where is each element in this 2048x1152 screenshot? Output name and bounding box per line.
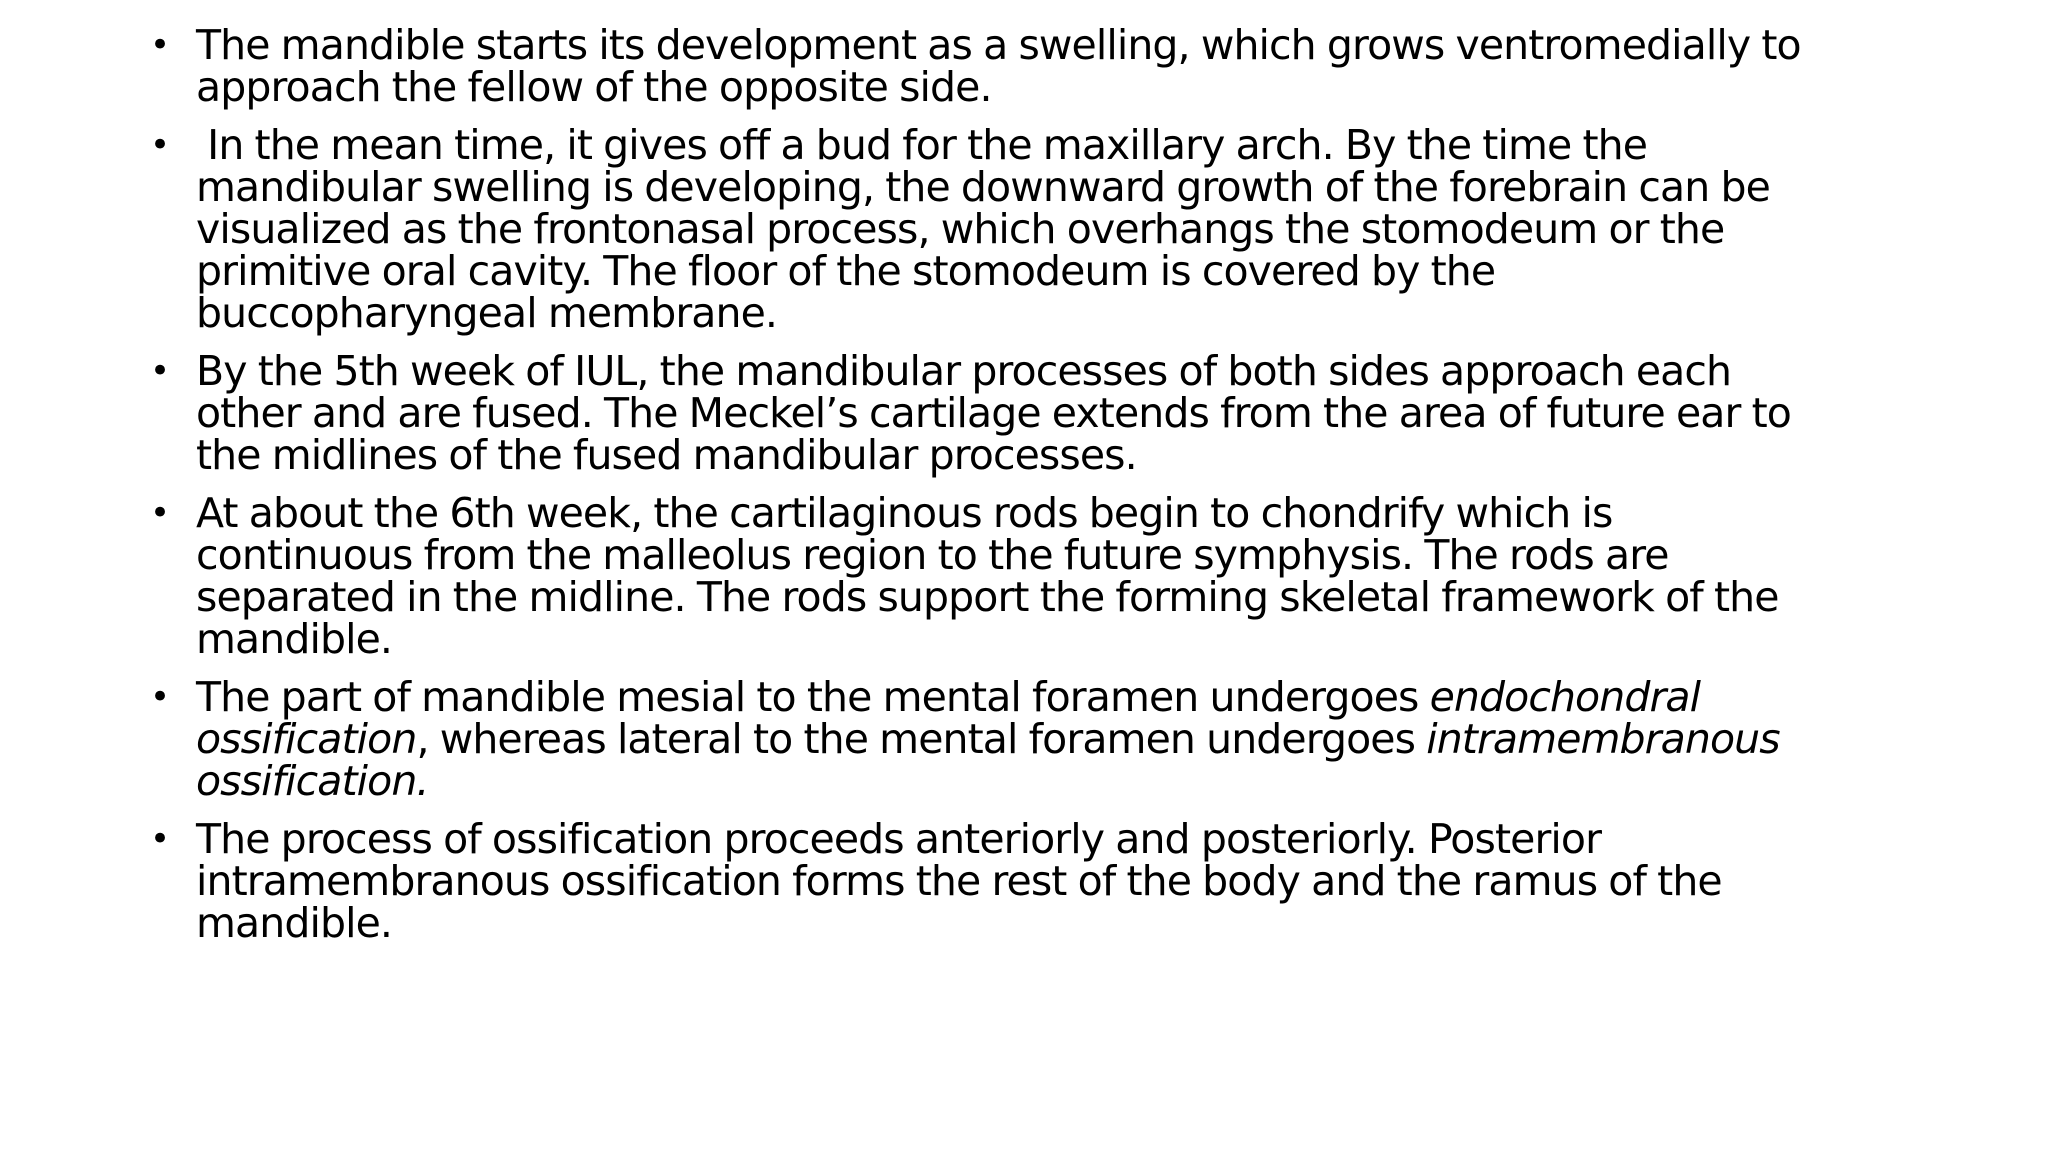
- bullet-item: [150, 673, 1910, 805]
- bullet-text-line: approach the fellow of the opposite side.: [196, 63, 992, 111]
- bullet-item: [150, 347, 1910, 479]
- bullet-text-segment: , whereas lateral to the mental foramen undergoes: [416, 715, 1427, 763]
- bullet-text-line: buccopharyngeal membrane.: [196, 289, 778, 337]
- bullet-text-line: visualized as the frontonasal process, which overhangs the stomodeum or the: [196, 205, 1725, 253]
- bullet-item: [150, 121, 1910, 337]
- bullet-dot-icon: •: [150, 25, 170, 65]
- bullet-text-line: mandibular swelling is developing, the downward growth of the forebrain can be: [196, 163, 1770, 211]
- bullet-text-segment: The part of mandible mesial to the mental foramen undergoes: [196, 673, 1430, 721]
- bullet-text-line: the midlines of the fused mandibular processes.: [196, 431, 1137, 479]
- bullet-text-line: [196, 715, 1910, 763]
- bullet-text-line: separated in the midline. The rods support the forming skeletal framework of the: [196, 573, 1779, 621]
- bullet-text-line: mandible.: [196, 615, 393, 663]
- bullet-text-line: [196, 673, 1910, 721]
- bullet-dot-icon: •: [150, 493, 170, 533]
- bullet-list: [150, 21, 1910, 960]
- bullet-dot-icon: •: [150, 677, 170, 717]
- bullet-text-line: At about the 6th week, the cartilaginous rods begin to chondrify which is: [196, 489, 1613, 537]
- bullet-text-line: primitive oral cavity. The floor of the stomodeum is covered by the: [196, 247, 1496, 295]
- bullet-dot-icon: •: [150, 351, 170, 391]
- bullet-item: [150, 815, 1910, 947]
- bullet-dot-icon: •: [150, 819, 170, 859]
- bullet-item: [150, 489, 1910, 663]
- bullet-text-line: mandible.: [196, 899, 393, 947]
- bullet-item: [150, 21, 1910, 111]
- bullet-dot-icon: •: [150, 125, 170, 165]
- bullet-text-line: In the mean time, it gives off a bud for the maxillary arch. By the time the: [196, 121, 1648, 169]
- bullet-text-italic: ossification: [196, 715, 417, 763]
- bullet-text-line: other and are fused. The Meckel’s cartilage extends from the area of future ear to: [196, 389, 1791, 437]
- bullet-text-line: continuous from the malleolus region to the future symphysis. The rods are: [196, 531, 1669, 579]
- bullet-text-italic: intramembranous: [1426, 715, 1780, 763]
- bullet-text-line: The process of ossification proceeds anteriorly and posteriorly. Posterior: [196, 815, 1602, 863]
- bullet-text-line: By the 5th week of IUL, the mandibular processes of both sides approach each: [196, 347, 1732, 395]
- bullet-text-italic: ossification.: [196, 757, 429, 805]
- bullet-text-italic: endochondral: [1429, 673, 1701, 721]
- bullet-text-line: [196, 757, 1910, 805]
- bullet-text-line: The mandible starts its development as a swelling, which grows ventromedially to: [196, 21, 1801, 69]
- bullet-text-line: intramembranous ossification forms the rest of the body and the ramus of the: [196, 857, 1722, 905]
